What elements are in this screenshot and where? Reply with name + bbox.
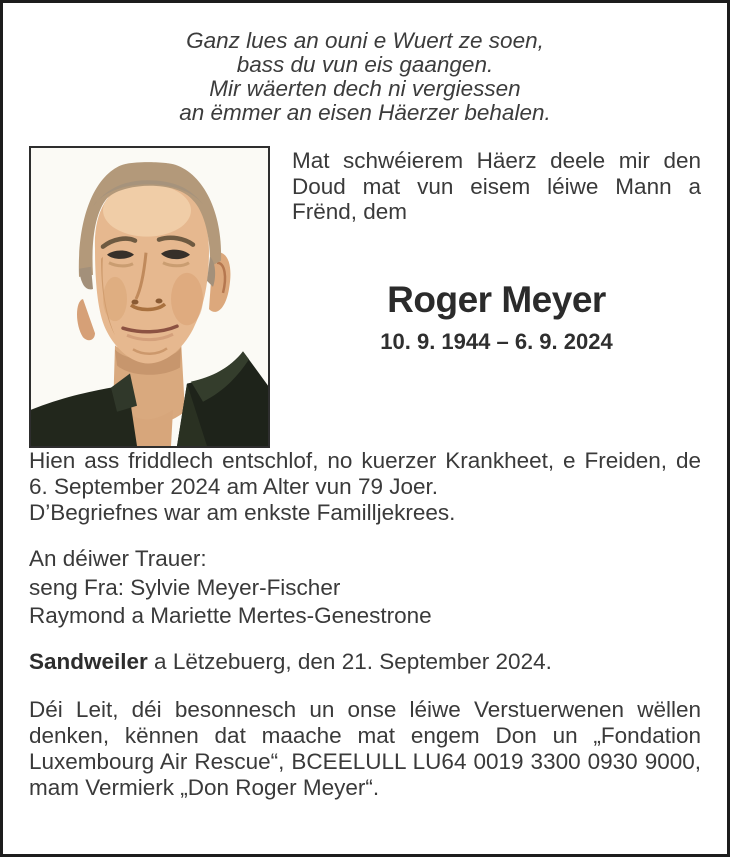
mourning-header: An déiwer Trauer: (29, 546, 207, 571)
donation-info: Déi Leit, déi besonnesch un onse léiwe Verstuerwenen wëllen denken, kënnen dat maache mat engem Don un „Fondation Luxembourg Air Rescue“, BCEELULL LU64 0019 3300 0930 9000, mam Vermierk „Don Roger Meyer“. (29, 697, 701, 800)
place-date-rest: a Lëtzebuerg, den 21. September 2024. (147, 648, 552, 674)
death-info: Hien ass friddlech entschlof, no kuerzer Krankheet, e Freiden, de 6. September 2024 am Alter vun 79 Joer. (29, 448, 701, 499)
funeral-info: D’Begriefnes war am enkste Familljekrees. (29, 500, 456, 525)
poem-line: Ganz lues an ouni e Wuert ze soen, (186, 28, 544, 53)
portrait-illustration (31, 148, 268, 446)
photo-and-intro-row (29, 146, 701, 448)
announcement-text: Mat schwéierem Häerz deele mir den Doud mat vun eisem léiwe Mann a Frënd, dem (292, 148, 701, 224)
deceased-name: Roger Meyer (387, 278, 606, 320)
portrait-photo (29, 146, 270, 448)
memorial-poem (29, 29, 701, 125)
poem-line: an ëmmer an eisen Häerzer behalen. (179, 100, 551, 125)
deceased-dates: 10. 9. 1944 – 6. 9. 2024 (380, 328, 613, 354)
poem-line: bass du vun eis gaangen. (236, 52, 494, 77)
poem-line: Mir wäerten dech ni vergiessen (209, 76, 521, 101)
place-and-date (29, 649, 701, 675)
mourning-family (29, 545, 701, 631)
mourning-line: Raymond a Mariette Mertes-Genestrone (29, 603, 432, 628)
announcement-column (292, 146, 701, 448)
mourning-line: seng Fra: Sylvie Meyer-Fischer (29, 574, 341, 600)
place-name: Sandweiler (29, 648, 148, 674)
